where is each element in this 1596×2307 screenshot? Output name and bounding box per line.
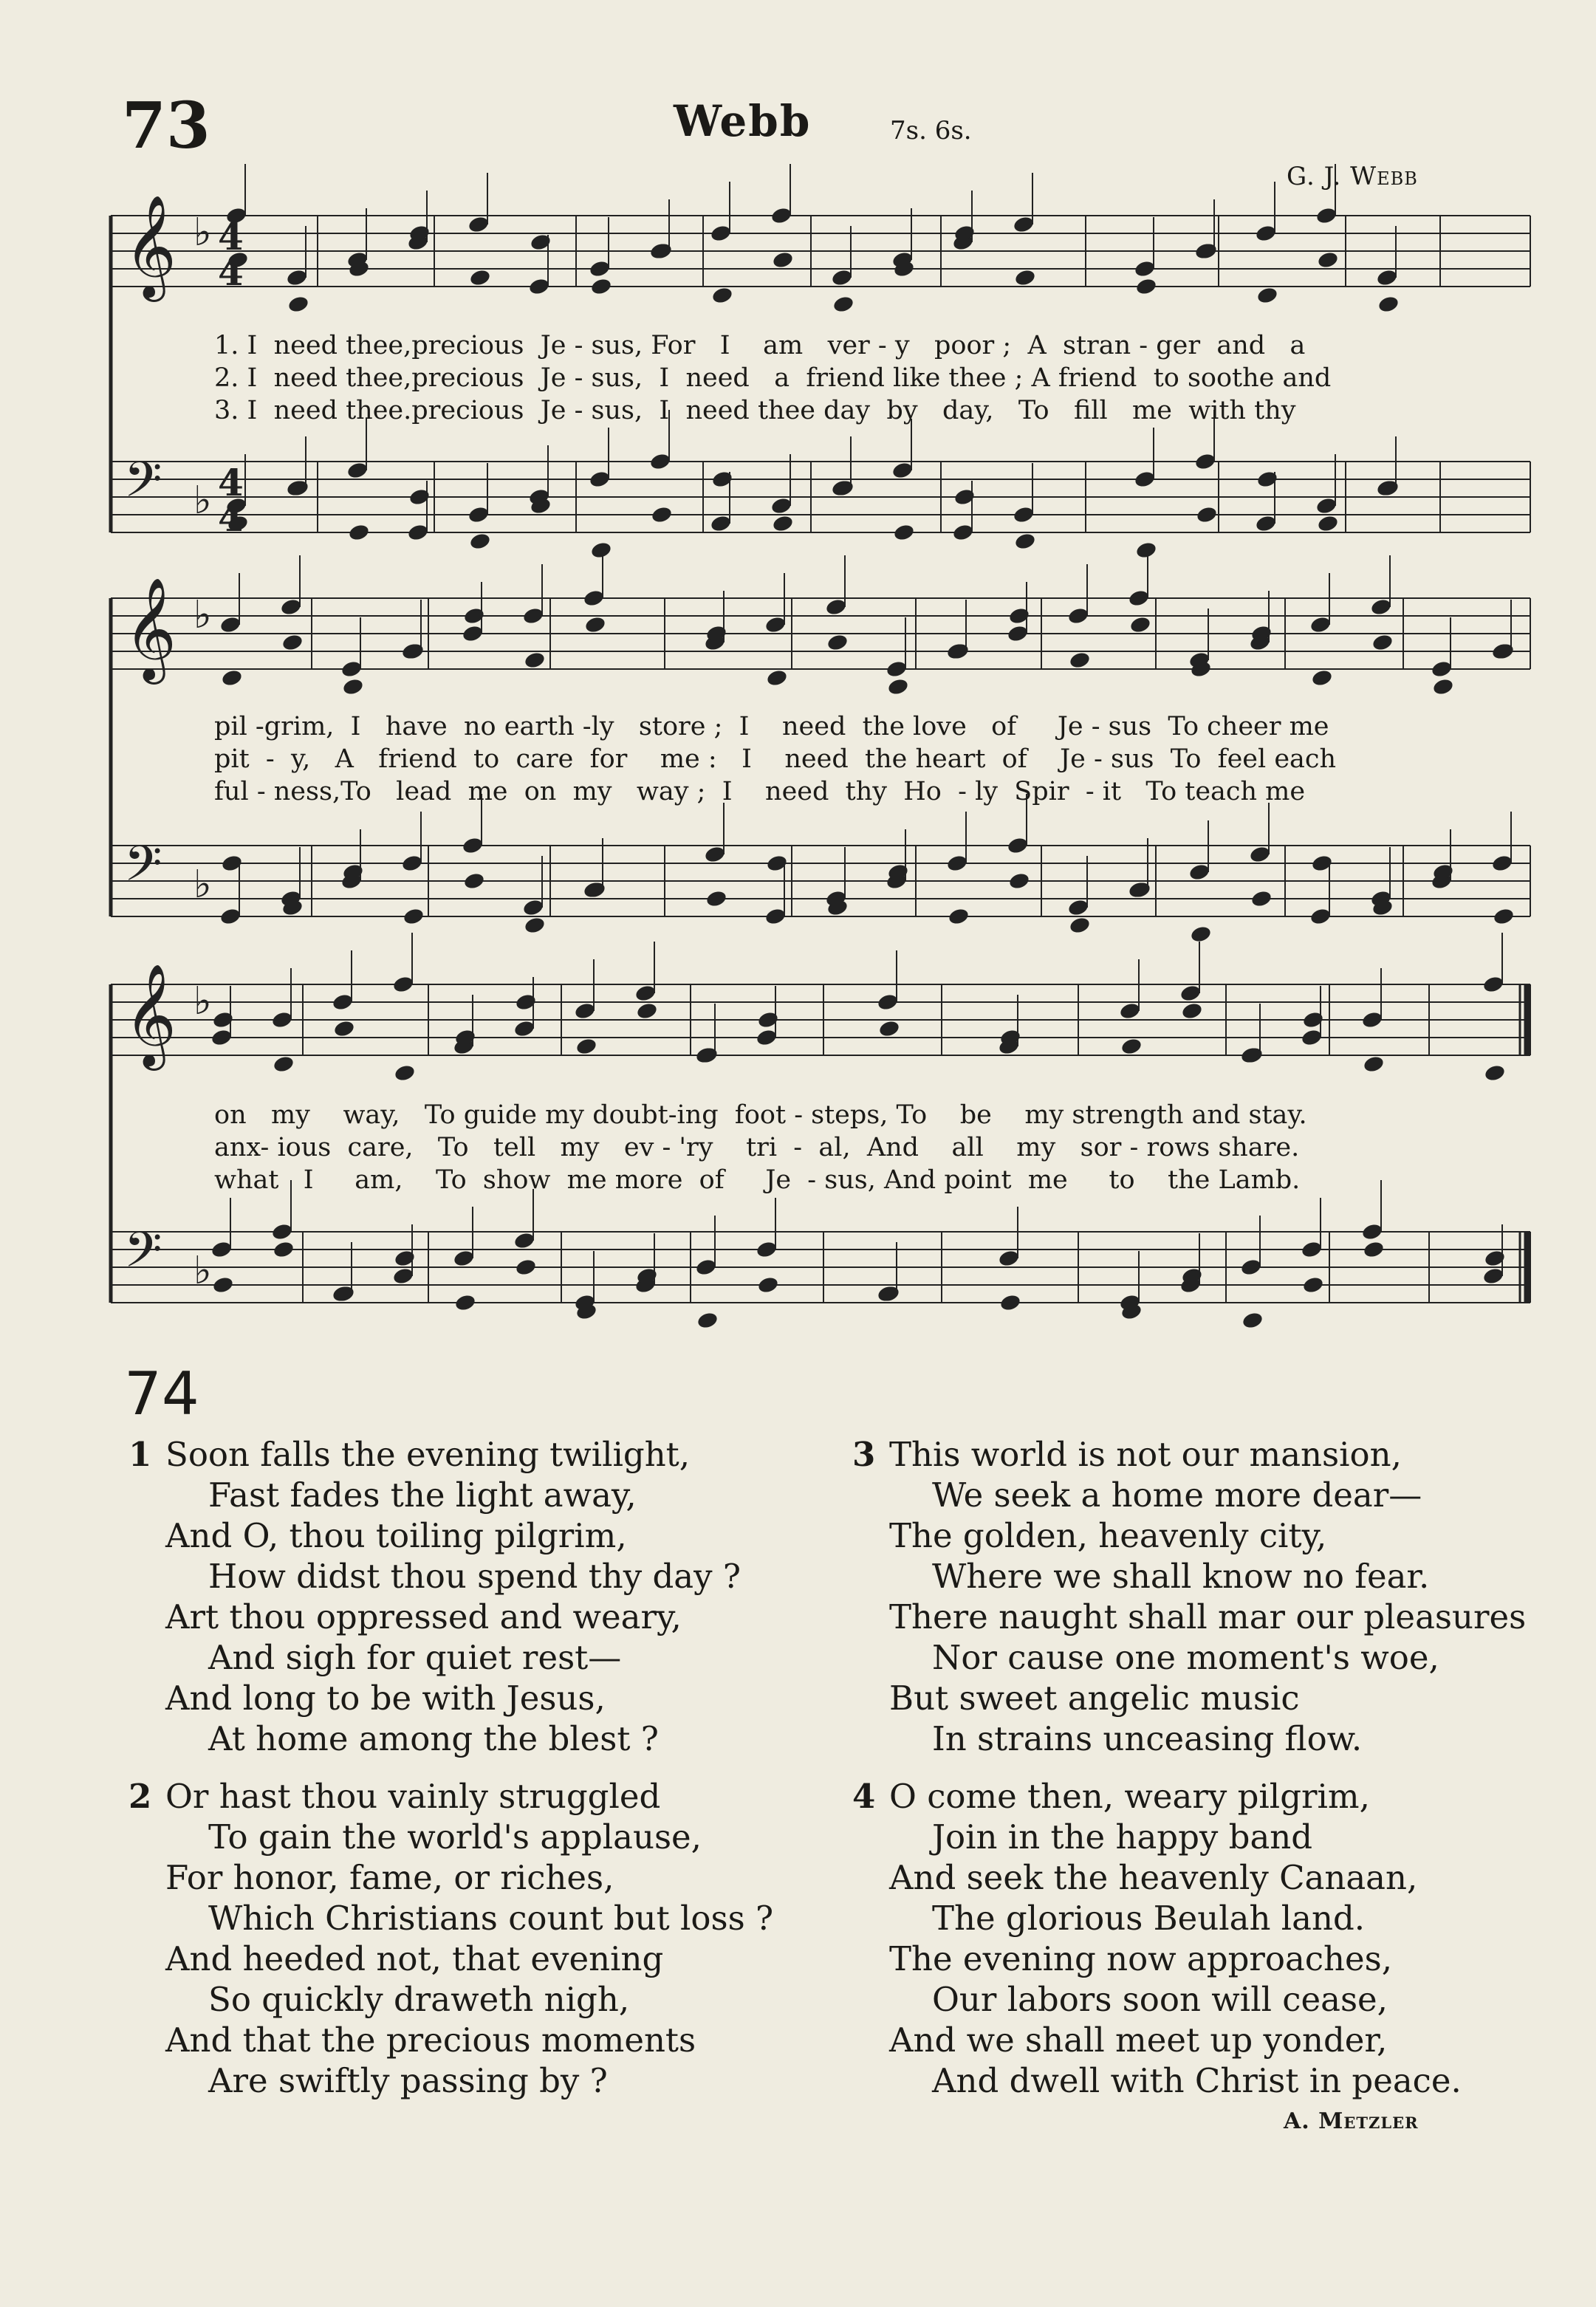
note-head [825, 597, 848, 617]
verse-line: And we shall meet up yonder, [889, 2020, 1388, 2060]
note-head [705, 889, 728, 908]
note-head [878, 1019, 901, 1038]
lyric-line-s3-v3: what I am, To show me more of Je - sus, And point me to the Lamb. [214, 1165, 1301, 1195]
verse-line: Are swiftly passing by ? [208, 2061, 608, 2100]
note-head [1007, 624, 1030, 643]
note-head [219, 907, 242, 926]
note-head [1484, 1063, 1507, 1083]
verse-1 [129, 1434, 741, 1759]
note-head [1431, 659, 1453, 679]
treble-clef-icon: 𝄞 [124, 964, 177, 1066]
note-head [212, 1275, 235, 1295]
note-head [1135, 277, 1158, 296]
note-head [583, 589, 606, 608]
note-head [1256, 286, 1279, 305]
note-head [575, 1037, 598, 1056]
note-head [756, 1028, 778, 1047]
lyric-line-s2-v2: pit - y, A friend to care for me : I need the heart of Je - sus To feel each [214, 744, 1337, 774]
note-head [1371, 633, 1394, 652]
note-head [403, 907, 425, 926]
note-head [584, 615, 607, 634]
note-head [634, 984, 657, 1003]
note-head [1317, 250, 1340, 270]
verse-number: 3 [852, 1435, 876, 1474]
note-head [462, 836, 484, 855]
note-head [280, 597, 303, 617]
note-head [281, 633, 304, 652]
note-head [1377, 295, 1400, 314]
time-signature: 4 [218, 215, 244, 258]
lyric-line-s2-v3: ful - ness,To lead me on my way ; I need thy Ho - ly Spir - it To teach me [214, 777, 1306, 806]
lyric-line-s3-v1: on my way, To guide my doubt-ing foot - steps, To be my strength and stay. [214, 1100, 1307, 1130]
note-head [952, 523, 975, 542]
note-head [401, 854, 424, 873]
verse-line: And that the precious moments [165, 2020, 696, 2060]
note-head [1179, 984, 1202, 1003]
note-head [1128, 589, 1151, 608]
note-head [877, 993, 900, 1012]
note-head [1363, 1240, 1386, 1259]
flat-icon: ♭ [193, 979, 212, 1024]
author: A. Metzler [1284, 2108, 1419, 2134]
note-head [1361, 1010, 1384, 1029]
note-head [210, 1028, 233, 1047]
note-head [348, 523, 371, 542]
verse-line: And dwell with Christ in peace. [932, 2061, 1462, 2100]
note-head [1309, 907, 1332, 926]
verse-line: Art thou oppressed and weary, [165, 1597, 682, 1636]
note-head [1188, 863, 1211, 882]
note-head [1196, 505, 1219, 524]
verse-line: How didst thou spend thy day ? [208, 1557, 741, 1596]
note-head [891, 461, 914, 480]
note-head [221, 668, 244, 688]
verse-line: For honor, fame, or riches, [165, 1858, 614, 1897]
hymn-number-73: 73 [122, 89, 210, 163]
note-head [1301, 1240, 1323, 1259]
bass-clef-icon: 𝄢 [124, 835, 162, 904]
flat-icon: ♭ [193, 863, 212, 907]
verse-line: Join in the happy band [932, 1817, 1313, 1857]
note-head [462, 624, 484, 643]
note-head [1013, 505, 1035, 524]
meter: 7s. 6s. [890, 116, 972, 145]
note-head [1181, 1001, 1204, 1021]
note-head [1491, 854, 1514, 873]
note-head [1363, 1055, 1386, 1074]
verse-line: Nor cause one moment's woe, [932, 1638, 1439, 1677]
note-head [590, 541, 613, 560]
note-head [273, 1240, 295, 1259]
lyric-line-s1-v3: 3. I need thee.precious Je - sus, I need thee day by day, To fill me with thy [214, 396, 1296, 425]
time-signature: 4 [218, 461, 244, 504]
note-head [1482, 1266, 1505, 1286]
note-head [1129, 615, 1152, 634]
note-head [1194, 452, 1217, 471]
flat-icon: ♭ [193, 479, 212, 523]
note-head [1255, 224, 1278, 243]
verse-line: To gain the world's applause, [208, 1817, 702, 1857]
note-head [826, 633, 849, 652]
note-head [407, 523, 430, 542]
note-head [946, 854, 969, 873]
verse-line: And sigh for quiet rest— [208, 1638, 622, 1677]
verse-line: So quickly draweth nigh, [208, 1980, 630, 2019]
note-head [757, 1275, 780, 1295]
note-head [772, 250, 795, 270]
note-head [1301, 1028, 1323, 1047]
note-head [463, 871, 486, 891]
verse-line: We seek a home more dear— [932, 1475, 1422, 1515]
note-head [711, 286, 734, 305]
note-head [1135, 541, 1158, 560]
verse-number: 4 [852, 1777, 876, 1816]
note-head [589, 259, 612, 278]
bass-clef-icon: 𝄢 [124, 451, 162, 520]
note-head [590, 277, 613, 296]
note-head [886, 659, 908, 679]
composer: G. J. Webb [1287, 162, 1418, 191]
note-head [522, 606, 545, 625]
note-head [1315, 496, 1338, 515]
note-head [392, 1266, 415, 1286]
note-head [704, 845, 727, 864]
note-head [1069, 916, 1092, 935]
verse-2 [129, 1776, 774, 2101]
note-head [346, 461, 369, 480]
verse-line: The evening now approaches, [889, 1939, 1393, 1978]
bass-clef-icon: 𝄢 [124, 1221, 162, 1290]
verse-line: And heeded not, that evening [165, 1939, 664, 1978]
note-head [772, 514, 795, 533]
note-head [469, 532, 492, 551]
flat-icon: ♭ [193, 593, 212, 637]
note-head [1134, 470, 1157, 489]
note-head [1190, 925, 1213, 944]
note-head [649, 452, 672, 471]
note-head [524, 651, 547, 670]
lyric-line-s3-v2: anx- ious care, To tell my ev - 'ry tri - al, And all my sor - rows share. [214, 1133, 1300, 1162]
note-head [1376, 268, 1399, 287]
note-head [1241, 1311, 1264, 1330]
note-head [1250, 889, 1273, 908]
treble-clef-icon: 𝄞 [124, 577, 177, 680]
verse-line: In strains unceasing flow. [932, 1719, 1363, 1758]
verse-3 [852, 1434, 1527, 1759]
note-head [453, 1249, 476, 1268]
note-head [513, 1231, 536, 1250]
note-head [1249, 845, 1272, 864]
note-head [287, 295, 310, 314]
note-head [710, 224, 733, 243]
note-head [1317, 514, 1340, 533]
note-head [1014, 268, 1037, 287]
note-head [1120, 1037, 1143, 1056]
note-head [332, 993, 355, 1012]
note-head [893, 523, 916, 542]
verse-line: And O, thou toiling pilgrim, [165, 1516, 627, 1555]
note-head [524, 916, 547, 935]
verse-line: The golden, heavenly city, [889, 1516, 1327, 1555]
note-head [999, 1293, 1022, 1312]
note-head [831, 268, 854, 287]
note-head [764, 615, 787, 634]
note-head [392, 975, 415, 994]
note-head [273, 1055, 295, 1074]
note-head [515, 1258, 538, 1277]
note-head [1067, 898, 1090, 917]
note-head [1007, 836, 1030, 855]
time-signature: 4 [218, 496, 244, 540]
verse-line: And long to be with Jesus, [165, 1679, 606, 1718]
note-head [695, 1258, 718, 1277]
verse-line: The glorious Beulah land. [932, 1899, 1366, 1938]
note-head [1493, 907, 1515, 926]
verse-line: At home among the blest ? [208, 1719, 659, 1758]
note-head [522, 898, 545, 917]
note-head [286, 268, 309, 287]
note-head [832, 295, 855, 314]
note-head [651, 505, 674, 524]
note-head [1119, 1001, 1142, 1021]
note-head [1008, 871, 1031, 891]
note-head [948, 907, 970, 926]
note-head [756, 1240, 778, 1259]
note-head [1240, 1258, 1263, 1277]
note-head [271, 1222, 294, 1241]
note-head [469, 268, 492, 287]
tune-name: Webb [674, 96, 812, 146]
verse-number: 2 [129, 1777, 152, 1816]
note-head [770, 206, 793, 225]
note-head [513, 1019, 536, 1038]
note-head [710, 514, 733, 533]
verse-line: Soon falls the evening twilight, [165, 1435, 691, 1474]
verse-number: 1 [129, 1435, 152, 1474]
note-head [1432, 677, 1455, 696]
note-head [1014, 532, 1037, 551]
verse-line: There naught shall mar our pleasures [889, 1597, 1527, 1636]
treble-clef-icon: 𝄞 [124, 195, 177, 298]
note-head [636, 1001, 659, 1021]
note-head [589, 470, 612, 489]
verse-line: And seek the heavenly Canaan, [889, 1858, 1418, 1897]
note-head [1069, 651, 1092, 670]
note-head [766, 668, 789, 688]
lyric-line-s1-v1: 1. I need thee,precious Je - sus, For I am ver - y poor ; A stran - ger and a [214, 331, 1306, 360]
note-head [454, 1293, 477, 1312]
verse-line: Which Christians count but loss ? [208, 1899, 774, 1938]
verse-line: But sweet angelic music [889, 1679, 1300, 1718]
note-head [770, 496, 793, 515]
note-head [1311, 668, 1334, 688]
time-signature: 4 [218, 250, 244, 294]
lyric-line-s2-v1: pil -grim, I have no earth -ly store ; I need the love of Je - sus To cheer me [214, 712, 1329, 741]
verse-line: Our labors soon will cease, [932, 1980, 1388, 2019]
note-head [1361, 1222, 1384, 1241]
note-head [1067, 606, 1090, 625]
verse-line: Where we shall know no fear. [932, 1557, 1430, 1596]
note-head [1302, 1275, 1325, 1295]
note-head [1370, 597, 1393, 617]
note-head [1482, 975, 1505, 994]
note-head [394, 1063, 417, 1083]
note-head [998, 1249, 1021, 1268]
flat-icon: ♭ [193, 210, 212, 255]
note-head [528, 277, 551, 296]
verse-line: O come then, weary pilgrim, [889, 1777, 1370, 1816]
note-head [1134, 259, 1157, 278]
note-head [1255, 514, 1278, 533]
note-head [696, 1311, 719, 1330]
verse-line: Fast fades the light away, [208, 1475, 637, 1515]
hymn-number-74: 74 [124, 1360, 199, 1428]
lyric-line-s1-v2: 2. I need thee,precious Je - sus, I need a friend like thee ; A friend to soothe and [214, 363, 1332, 393]
note-head [271, 1010, 294, 1029]
note-head [333, 1019, 356, 1038]
flat-icon: ♭ [193, 1249, 212, 1293]
note-head [468, 505, 490, 524]
verse-4 [852, 1776, 1462, 2101]
verse-line: Or hast thou vainly struggled [165, 1777, 661, 1816]
note-head [764, 907, 787, 926]
note-head [1013, 215, 1035, 234]
note-head [342, 677, 365, 696]
note-head [468, 215, 490, 234]
note-head [574, 1001, 597, 1021]
note-head [887, 677, 910, 696]
verse-line: This world is not our mansion, [889, 1435, 1402, 1474]
note-head [1315, 206, 1338, 225]
note-head [210, 1240, 233, 1259]
note-head [340, 659, 363, 679]
note-head [1309, 615, 1332, 634]
note-head [219, 615, 242, 634]
